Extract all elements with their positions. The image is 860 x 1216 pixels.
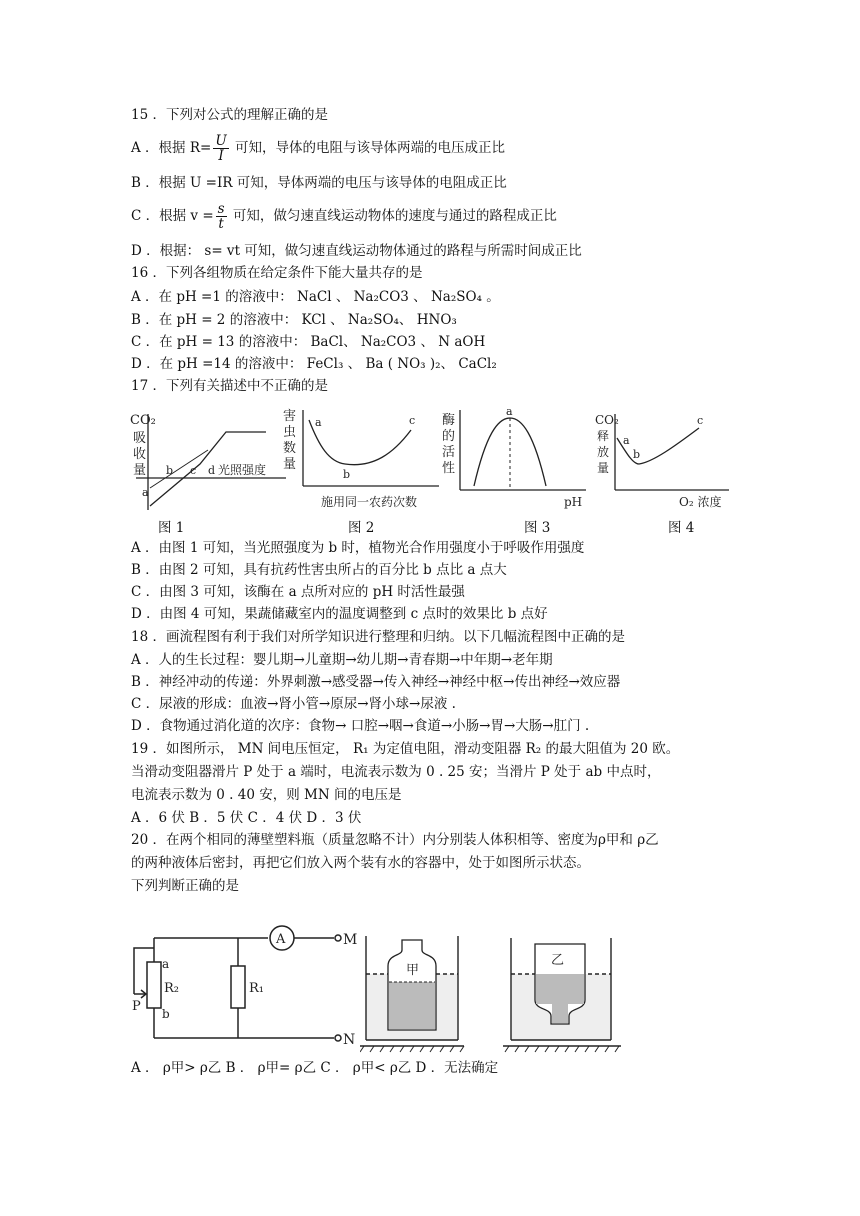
fig2-caption: 图 2 xyxy=(348,520,375,536)
container-bottle-jia xyxy=(360,930,465,1055)
fig1-caption: 图 1 xyxy=(158,520,185,536)
fig1-xlabel: 光照强度 xyxy=(218,463,267,477)
frac-num: s xyxy=(217,201,225,217)
r2-end-b-label: b xyxy=(162,1007,170,1021)
q18-option-a: A ．人的生长过程：婴儿期→儿童期→幼儿期→青春期→中年期→老年期 xyxy=(131,652,553,668)
fig2-ylabel-0: 害 xyxy=(283,409,297,424)
q15-option-c xyxy=(131,199,557,233)
q15-a-pre: A ．根据 R= xyxy=(131,140,212,156)
fig4-ylabel-3: 量 xyxy=(597,461,610,475)
circuit-diagram xyxy=(128,918,358,1048)
q15-option-b: B ．根据 U =IR 可知，导体两端的电压与该导体的电阻成正比 xyxy=(131,175,507,191)
fig2-point-b: b xyxy=(343,468,351,481)
figure-3-enzyme-graph xyxy=(440,404,590,509)
fig1-point-a: a xyxy=(142,486,149,499)
q17-option-c: C ．由图 3 可知，该酶在 a 点所对应的 pH 时活性最强 xyxy=(131,584,465,600)
q17-option-d: D ．由图 4 可知，果蔬储藏室内的温度调整到 c 点时的效果比 b 点好 xyxy=(131,606,548,622)
fig3-ylabel-0: 酶 xyxy=(442,413,456,428)
fig4-ylabel-2: 放 xyxy=(597,445,610,459)
q18-stem: 18 ．画流程图有利于我们对所学知识进行整理和归纳。以下几幅流程图中正确的是 xyxy=(131,629,625,645)
q17-option-a: A ．由图 1 可知，当光照强度为 b 时，植物光合作用强度小于呼吸作用强度 xyxy=(131,540,585,556)
fig2-point-c: c xyxy=(409,414,416,427)
fig1-point-c: c xyxy=(190,464,197,477)
q20-line-3: 下列判断正确的是 xyxy=(131,878,239,894)
r2-label: R₂ xyxy=(164,981,179,996)
q18-option-b: B ．神经冲动的传递：外界刺激→感受器→传入神经→神经中枢→传出神经→效应器 xyxy=(131,674,621,690)
fig2-ylabel-2: 数 xyxy=(283,441,297,456)
q15-c-post: 可知，做匀速直线运动物体的速度与通过的路程成正比 xyxy=(228,208,557,224)
frac-den: I xyxy=(218,148,224,164)
fig1-ylabel-0: CO₂ xyxy=(130,413,156,428)
figure-2-pest-graph xyxy=(283,404,443,514)
q17-stem: 17 ．下列有关描述中不正确的是 xyxy=(131,378,328,394)
fig3-point-a: a xyxy=(506,405,513,418)
fig1-ylabel-1: 吸 xyxy=(133,431,147,446)
fig3-ylabel-3: 性 xyxy=(442,461,456,476)
fig4-point-a: a xyxy=(623,434,630,447)
q16-option-c: C ．在 pH = 13 的溶液中： BaCl、 Na₂CO3 、 N aOH xyxy=(131,334,486,350)
fig4-point-b: b xyxy=(633,448,641,461)
terminal-m-label: M xyxy=(343,932,358,948)
q15-option-a xyxy=(131,131,505,165)
q16-option-d: D ．在 pH =14 的溶液中： FeCl₃ 、 Ba ( NO₃ )₂、 CaCl₂ xyxy=(131,356,497,372)
q20-options: A ． ρ甲> ρ乙 B ． ρ甲= ρ乙 C ． ρ甲< ρ乙 D ．无法确定 xyxy=(131,1060,499,1076)
fig4-caption: 图 4 xyxy=(668,520,695,536)
fig4-ylabel-0: CO₂ xyxy=(595,413,619,427)
fig3-ylabel-1: 的 xyxy=(442,429,456,444)
fig4-point-c: c xyxy=(697,414,704,427)
fig4-xlabel: O₂ 浓度 xyxy=(679,495,722,509)
frac-den: t xyxy=(218,216,224,232)
bottle-yi-label: 乙 xyxy=(551,953,565,968)
container-bottle-yi xyxy=(503,930,623,1055)
q16-stem: 16 ．下列各组物质在给定条件下能大量共存的是 xyxy=(131,265,423,281)
bottle-jia-label: 甲 xyxy=(406,963,420,978)
fig1-ylabel-2: 收 xyxy=(133,447,147,462)
fig4-ylabel-1: 释 xyxy=(597,429,610,443)
fig1-ylabel-3: 量 xyxy=(133,463,147,478)
q19-line-2: 当滑动变阻器滑片 P 处于 a 端时，电流表示数为 0 . 25 安；当滑片 P 处于 ab 中点时， xyxy=(131,764,661,780)
q15-c-pre: C ．根据 v = xyxy=(131,208,214,224)
fig3-caption: 图 3 xyxy=(524,520,551,536)
formula-v-fraction xyxy=(216,202,227,231)
q19-line-3: 电流表示数为 0 . 40 安，则 MN 间的电压是 xyxy=(131,787,402,803)
fig2-ylabel-1: 虫 xyxy=(283,425,297,440)
formula-r-fraction xyxy=(213,134,228,163)
frac-num: U xyxy=(215,133,227,149)
fig2-point-a: a xyxy=(315,416,322,429)
q15-stem: 15 ．下列对公式的理解正确的是 xyxy=(131,107,328,123)
q16-option-a: A ．在 pH =1 的溶液中： NaCl 、 Na₂CO3 、 Na₂SO₄ 。 xyxy=(131,289,500,305)
fig1-point-d: d xyxy=(208,464,216,477)
fig2-xlabel: 施用同一农药次数 xyxy=(321,495,418,509)
q16-option-b: B ．在 pH = 2 的溶液中： KCl 、 Na₂SO₄、 HNO₃ xyxy=(131,312,457,328)
q20-line-2: 的两种液体后密封，再把它们放入两个装有水的容器中，处于如图所示状态。 xyxy=(131,855,590,871)
q18-option-d: D ．食物通过消化道的次序：食物→ 口腔→咽→食道→小肠→胃→大肠→肛门 . xyxy=(131,718,590,734)
q19-line-1: 19 ．如图所示， MN 间电压恒定， R₁ 为定值电阻，滑动变阻器 R₂ 的最大阻值为 20 欧。 xyxy=(131,741,680,757)
fig3-xlabel: pH xyxy=(564,495,583,509)
fig1-point-b: b xyxy=(166,464,174,477)
figure-1-light-graph xyxy=(128,408,288,513)
q15-option-d: D ．根据： s= vt 可知，做匀速直线运动物体通过的路程与所需时间成正比 xyxy=(131,243,582,259)
q18-option-c: C ．尿液的形成：血液→肾小管→原尿→肾小球→尿液 . xyxy=(131,696,456,712)
fig3-ylabel-2: 活 xyxy=(442,445,456,460)
terminal-n-label: N xyxy=(343,1032,356,1048)
fig2-ylabel-3: 量 xyxy=(283,457,297,472)
q20-line-1: 20 ．在两个相同的薄壁塑料瓶（质量忽略不计）内分别装人体积相等、密度为ρ甲和 ρ乙 xyxy=(131,832,659,848)
ammeter-label: A xyxy=(276,932,286,947)
figure-4-co2-graph xyxy=(595,410,735,510)
q17-option-b: B ．由图 2 可知，具有抗药性害虫所占的百分比 b 点比 a 点大 xyxy=(131,562,507,578)
q15-a-post: 可知，导体的电阻与该导体两端的电压成正比 xyxy=(230,140,505,156)
slider-p-label: P xyxy=(132,999,141,1014)
r2-end-a-label: a xyxy=(162,957,170,971)
r1-label: R₁ xyxy=(249,981,264,996)
q19-options: A ．6 伏 B ．5 伏 C ．4 伏 D ．3 伏 xyxy=(131,810,362,826)
